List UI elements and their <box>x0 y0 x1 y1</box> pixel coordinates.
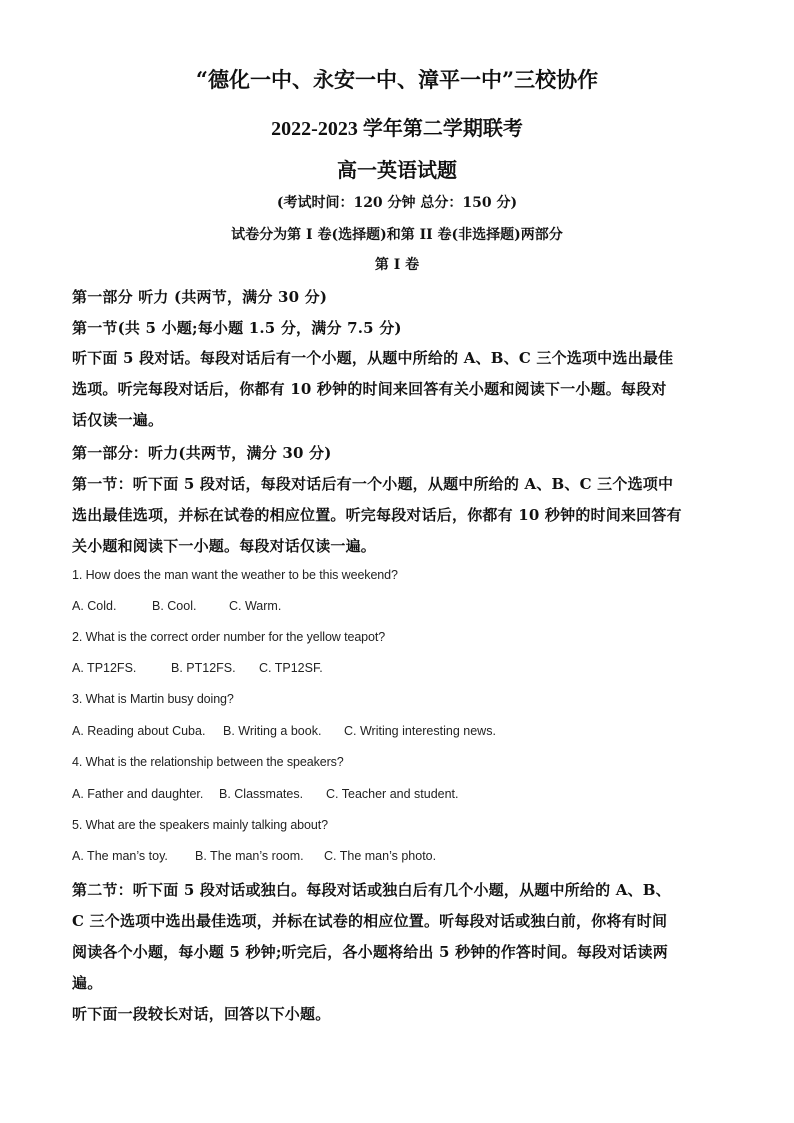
paper-structure-note: 试卷分为第 I 卷(选择题)和第 II 卷(非选择题)两部分 <box>231 227 563 243</box>
question-options <box>72 849 436 863</box>
section-two-instruction: 阅读各个小题，每小题 5 秒钟;听完后，各小题将给出 5 秒钟的作答时间。每段对话读两 <box>72 943 668 961</box>
volume-label: 第 I 卷 <box>374 257 420 273</box>
option-b[interactable]: B. Classmates. <box>219 787 304 801</box>
option-a[interactable]: A. Reading about Cuba. <box>72 724 206 738</box>
instruction-line: 选出最佳选项，并标在试卷的相应位置。听完每段对话后，你都有 10 秒钟的时间来回答有 <box>72 506 682 524</box>
instruction-line: 话仅读一遍。 <box>72 411 164 429</box>
question-options <box>72 599 281 613</box>
option-b[interactable]: B. PT12FS. <box>171 661 236 675</box>
question-text: 4. What is the relationship between the speakers? <box>72 755 344 769</box>
term-title: 2022-2023 学年第二学期联考 <box>271 118 523 140</box>
question-text: 5. What are the speakers mainly talking about? <box>72 818 328 832</box>
part-title: 第一部分 听力 (共两节，满分 30 分) <box>72 288 328 306</box>
section-two-instruction: 遍。 <box>72 974 103 992</box>
instruction-line: 选项。听完每段对话后，你都有 10 秒钟的时间来回答有关小题和阅读下一小题。每段对 <box>72 380 667 398</box>
option-a[interactable]: A. Cold. <box>72 599 117 613</box>
section-subtitle: 第一节(共 5 小题;每小题 1.5 分，满分 7.5 分) <box>72 319 402 337</box>
option-b[interactable]: B. Writing a book. <box>223 724 322 738</box>
option-c[interactable]: C. Writing interesting news. <box>344 724 496 738</box>
section-two-instruction: 第二节：听下面 5 段对话或独白。每段对话或独白后有几个小题，从题中所给的 A、B、 <box>72 881 671 899</box>
question-text: 1. How does the man want the weather to be this weekend? <box>72 568 398 582</box>
option-a[interactable]: A. Father and daughter. <box>72 787 204 801</box>
instruction-line: 听下面 5 段对话。每段对话后有一个小题，从题中所给的 A、B、C 三个选项中选出最佳 <box>72 349 674 367</box>
exam-title: 高一英语试题 <box>337 158 457 182</box>
option-a[interactable]: A. The man’s toy. <box>72 849 168 863</box>
option-a[interactable]: A. TP12FS. <box>72 661 137 675</box>
option-b[interactable]: B. The man’s room. <box>195 849 304 863</box>
section-two-instruction: C 三个选项中选出最佳选项，并标在试卷的相应位置。听每段对话或独白前，你将有时间 <box>72 912 668 930</box>
option-c[interactable]: C. The man’s photo. <box>324 849 437 863</box>
question-text: 2. What is the correct order number for the yellow teapot? <box>72 630 386 644</box>
option-b[interactable]: B. Cool. <box>152 599 197 613</box>
long-dialogue-prompt: 听下面一段较长对话，回答以下小题。 <box>72 1005 331 1023</box>
option-c[interactable]: C. Teacher and student. <box>326 787 459 801</box>
instruction-line: 关小题和阅读下一小题。每段对话仅读一遍。 <box>72 537 377 555</box>
option-c[interactable]: C. TP12SF. <box>259 661 323 675</box>
instruction-line: 第一节：听下面 5 段对话，每段对话后有一个小题，从题中所给的 A、B、C 三个选项中 <box>72 475 674 493</box>
question-options <box>72 724 496 738</box>
question-text: 3. What is Martin busy doing? <box>72 692 234 706</box>
question-options <box>72 661 323 675</box>
option-c[interactable]: C. Warm. <box>229 599 282 613</box>
school-title: “德化一中、永安一中、漳平一中”三校协作 <box>195 67 599 92</box>
part-title-repeat: 第一部分：听力(共两节，满分 30 分) <box>72 444 332 462</box>
exam-time-score: (考试时间：120 分钟 总分：150 分) <box>276 195 518 211</box>
question-options <box>72 787 459 801</box>
